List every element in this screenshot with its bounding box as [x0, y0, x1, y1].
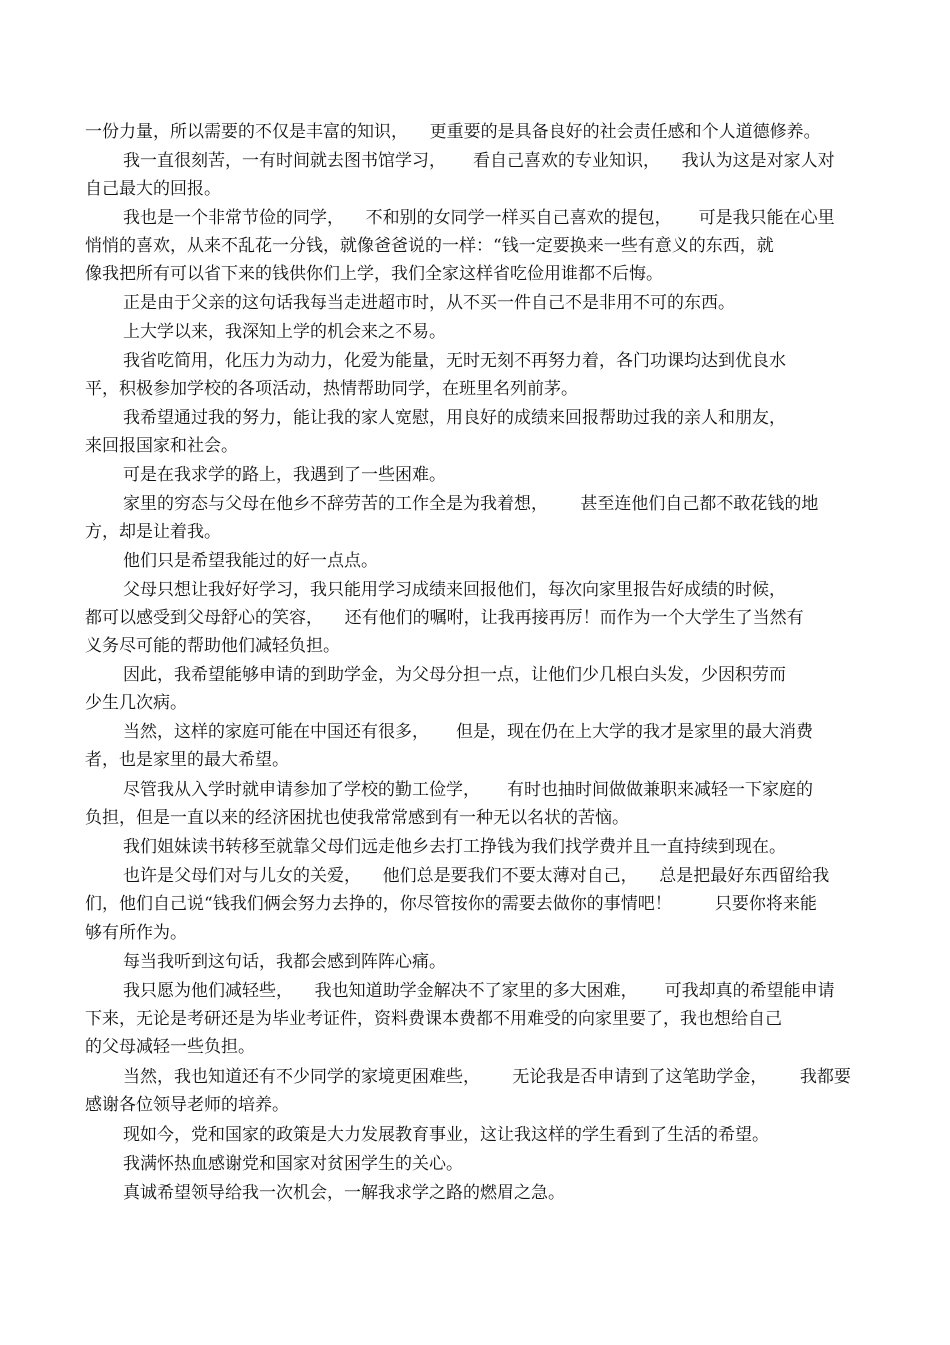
text-line: 的父母减轻一些负担。 — [85, 1037, 255, 1057]
text-line: 像我把所有可以省下来的钱供你们上学，我们全家这样省吃俭用谁都不后悔。 — [85, 264, 663, 284]
text-line: 平，积极参加学校的各项活动，热情帮助同学，在班里名列前茅。 — [85, 379, 578, 399]
text-line: 当然，这样的家庭可能在中国还有很多， 但是，现在仍在上大学的我才是家里的最大消费 — [123, 722, 814, 742]
text-line: 他们只是希望我能过的好一点点。 — [123, 551, 378, 571]
text-line: 们，他们自己说“钱我们俩会努力去挣的，你尽管按你的需要去做你的事情吧！ 只要你将来能 — [85, 894, 817, 914]
text-line: 感谢各位领导老师的培养。 — [85, 1095, 289, 1115]
text-line: 正是由于父亲的这句话我每当走进超市时，从不买一件自己不是非用不可的东西。 — [123, 293, 735, 313]
text-line: 真诚希望领导给我一次机会，一解我求学之路的燃眉之急。 — [123, 1183, 565, 1203]
text-line: 当然，我也知道还有不少同学的家境更困难些， 无论我是否申请到了这笔助学金， 我都要 — [123, 1067, 851, 1087]
text-line: 下来，无论是考研还是为毕业考证件，资料费课本费都不用难受的向家里要了，我也想给自己 — [85, 1009, 782, 1029]
text-line: 上大学以来，我深知上学的机会来之不易。 — [123, 322, 446, 342]
text-line: 自己最大的回报。 — [85, 179, 221, 199]
text-line: 尽管我从入学时就申请参加了学校的勤工俭学， 有时也抽时间做做兼职来减轻一下家庭的 — [123, 780, 814, 800]
text-line: 负担，但是一直以来的经济困扰也使我常常感到有一种无以名状的苦恼。 — [85, 808, 629, 828]
text-line: 我也是一个非常节俭的同学， 不和别的女同学一样买自己喜欢的提包， 可是我只能在心里 — [123, 208, 835, 228]
text-line: 每当我听到这句话，我都会感到阵阵心痛。 — [123, 952, 446, 972]
text-line: 悄悄的喜欢，从来不乱花一分钱，就像爸爸说的一样：“钱一定要换来一些有意义的东西，就 — [85, 236, 774, 256]
text-line: 一份力量，所以需要的不仅是丰富的知识， 更重要的是具备良好的社会责任感和个人道德修养。 — [85, 122, 821, 142]
text-line: 我只愿为他们减轻些， 我也知道助学金解决不了家里的多大困难， 可我却真的希望能申请 — [123, 981, 835, 1001]
text-line: 我希望通过我的努力，能让我的家人宽慰，用良好的成绩来回报帮助过我的亲人和朋友， — [123, 408, 786, 428]
text-line: 现如今，党和国家的政策是大力发展教育事业，这让我这样的学生看到了生活的希望。 — [123, 1125, 769, 1145]
text-line: 我省吃简用，化压力为动力，化爱为能量，无时无刻不再努力着，各门功课均达到优良水 — [123, 351, 786, 371]
text-line: 可是在我求学的路上，我遇到了一些困难。 — [123, 465, 446, 485]
text-line: 够有所作为。 — [85, 923, 187, 943]
text-line: 因此，我希望能够申请的到助学金，为父母分担一点，让他们少几根白头发，少因积劳而 — [123, 665, 786, 685]
text-line: 都可以感受到父母舒心的笑容， 还有他们的嘱咐，让我再接再厉！而作为一个大学生了当然有 — [85, 608, 804, 628]
text-line: 义务尽可能的帮助他们减轻负担。 — [85, 636, 340, 656]
text-line: 我一直很刻苦，一有时间就去图书馆学习， 看自己喜欢的专业知识， 我认为这是对家人对 — [123, 151, 835, 171]
text-line: 家里的穷态与父母在他乡不辞劳苦的工作全是为我着想， 甚至连他们自己都不敢花钱的地 — [123, 494, 819, 514]
text-line: 我们姐妹读书转移至就靠父母们远走他乡去打工挣钱为我们找学费并且一直持续到现在。 — [123, 837, 786, 857]
text-line: 方，却是让着我。 — [85, 522, 221, 542]
text-line: 来回报国家和社会。 — [85, 436, 238, 456]
text-line: 我满怀热血感谢党和国家对贫困学生的关心。 — [123, 1154, 463, 1174]
text-line: 也许是父母们对与儿女的关爱， 他们总是要我们不要太薄对自己， 总是把最好东西留给我 — [123, 866, 830, 886]
text-line: 父母只想让我好好学习，我只能用学习成绩来回报他们，每次向家里报告好成绩的时候， — [123, 580, 786, 600]
text-line: 者，也是家里的最大希望。 — [85, 750, 289, 770]
text-line: 少生几次病。 — [85, 693, 187, 713]
